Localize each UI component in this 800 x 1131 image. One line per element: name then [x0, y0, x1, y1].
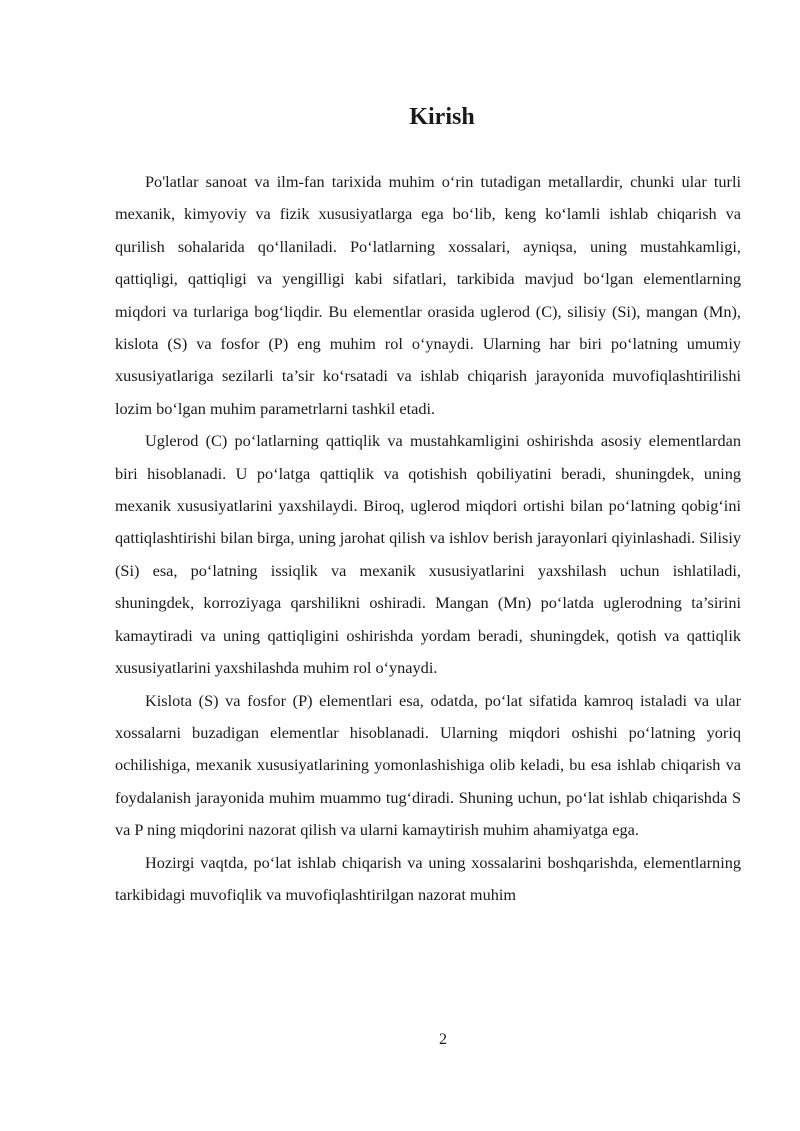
- paragraph-intro: Po'latlar sanoat va ilm-fan tarixida muhim o‘rin tutadigan metallardir, chunki ular turli mexanik, kimyoviy va fizik xususiyatlarga ega bo‘lib, keng ko‘lamli ishlab chiqarish va qurilish sohalarida qo‘llaniladi. Po‘latlarning xossalari, ayniqsa, uning mustahkamligi, qattiqligi, qattiqligi va yengilligi kabi sifatlari, tarkibida mavjud bo‘lgan elementlarning miqdori va turlariga bog‘liqdir. Bu elementlar orasida uglerod (C), silisiy (Si), mangan (Mn), kislota (S) va fosfor (P) eng muhim rol o‘ynaydi. Ularning har biri po‘latning umumiy xususiyatlariga sezilarli ta’sir ko‘rsatadi va ishlab chiqarish jarayonida muvofiqlashtirilishi lozim bo‘lgan muhim parametrlarni tashkil etadi.: [115, 172, 741, 418]
- paragraph-carbon: Uglerod (C) po‘latlarning qattiqlik va mustahkamligini oshirishda asosiy elementlardan biri hisoblanadi. U po‘latga qattiqlik va qotishish qobiliyatini beradi, shuningdek, uning mexanik xususiyatlarini yaxshilaydi. Biroq, uglerod miqdori ortishi bilan po‘latning qobig‘ini qattiqlashtirishi bilan birga, uning jarohat qilish va ishlov berish jarayonlari qiyinlashadi. Silisiy (Si) esa, po‘latning issiqlik va mexanik xususiyatlarini yaxshilash uchun ishlatiladi, shuningdek, korroziyaga qarshilikni oshiradi. Mangan (Mn) po‘latda uglerodning ta’sirini kamaytiradi va uning qattiqligini oshirishda yordam beradi, shuningdek, qotish va qattiqlik xususiyatlarini yaxshilashda muhim rol o‘ynaydi.: [115, 431, 741, 678]
- page-number: 2: [439, 1031, 447, 1048]
- paragraph-current: Hozirgi vaqtda, po‘lat ishlab chiqarish va uning xossalarini boshqarishda, elementlarning tarkibidagi muvofiqlik va muvofiqlashtirilgan nazorat muhim: [115, 852, 741, 904]
- document-body: [115, 166, 741, 911]
- page-title: Kirish: [409, 104, 475, 130]
- paragraph-sulfur-phosphorus: Kislota (S) va fosfor (P) elementlari esa, odatda, po‘lat sifatida kamroq istaladi va ular xossalarni buzadigan elementlar hisoblanadi. Ularning miqdori oshishi po‘latning yoriq ochilishiga, mexanik xususiyatlarining yomonlashishiga olib keladi, bu esa ishlab chiqarish va foydalanish jarayonida muhim muammo tug‘diradi. Shuning uchun, po‘lat ishlab chiqarishda S va P ning miqdorini nazorat qilish va ularni kamaytirish muhim ahamiyatga ega.: [115, 690, 741, 840]
